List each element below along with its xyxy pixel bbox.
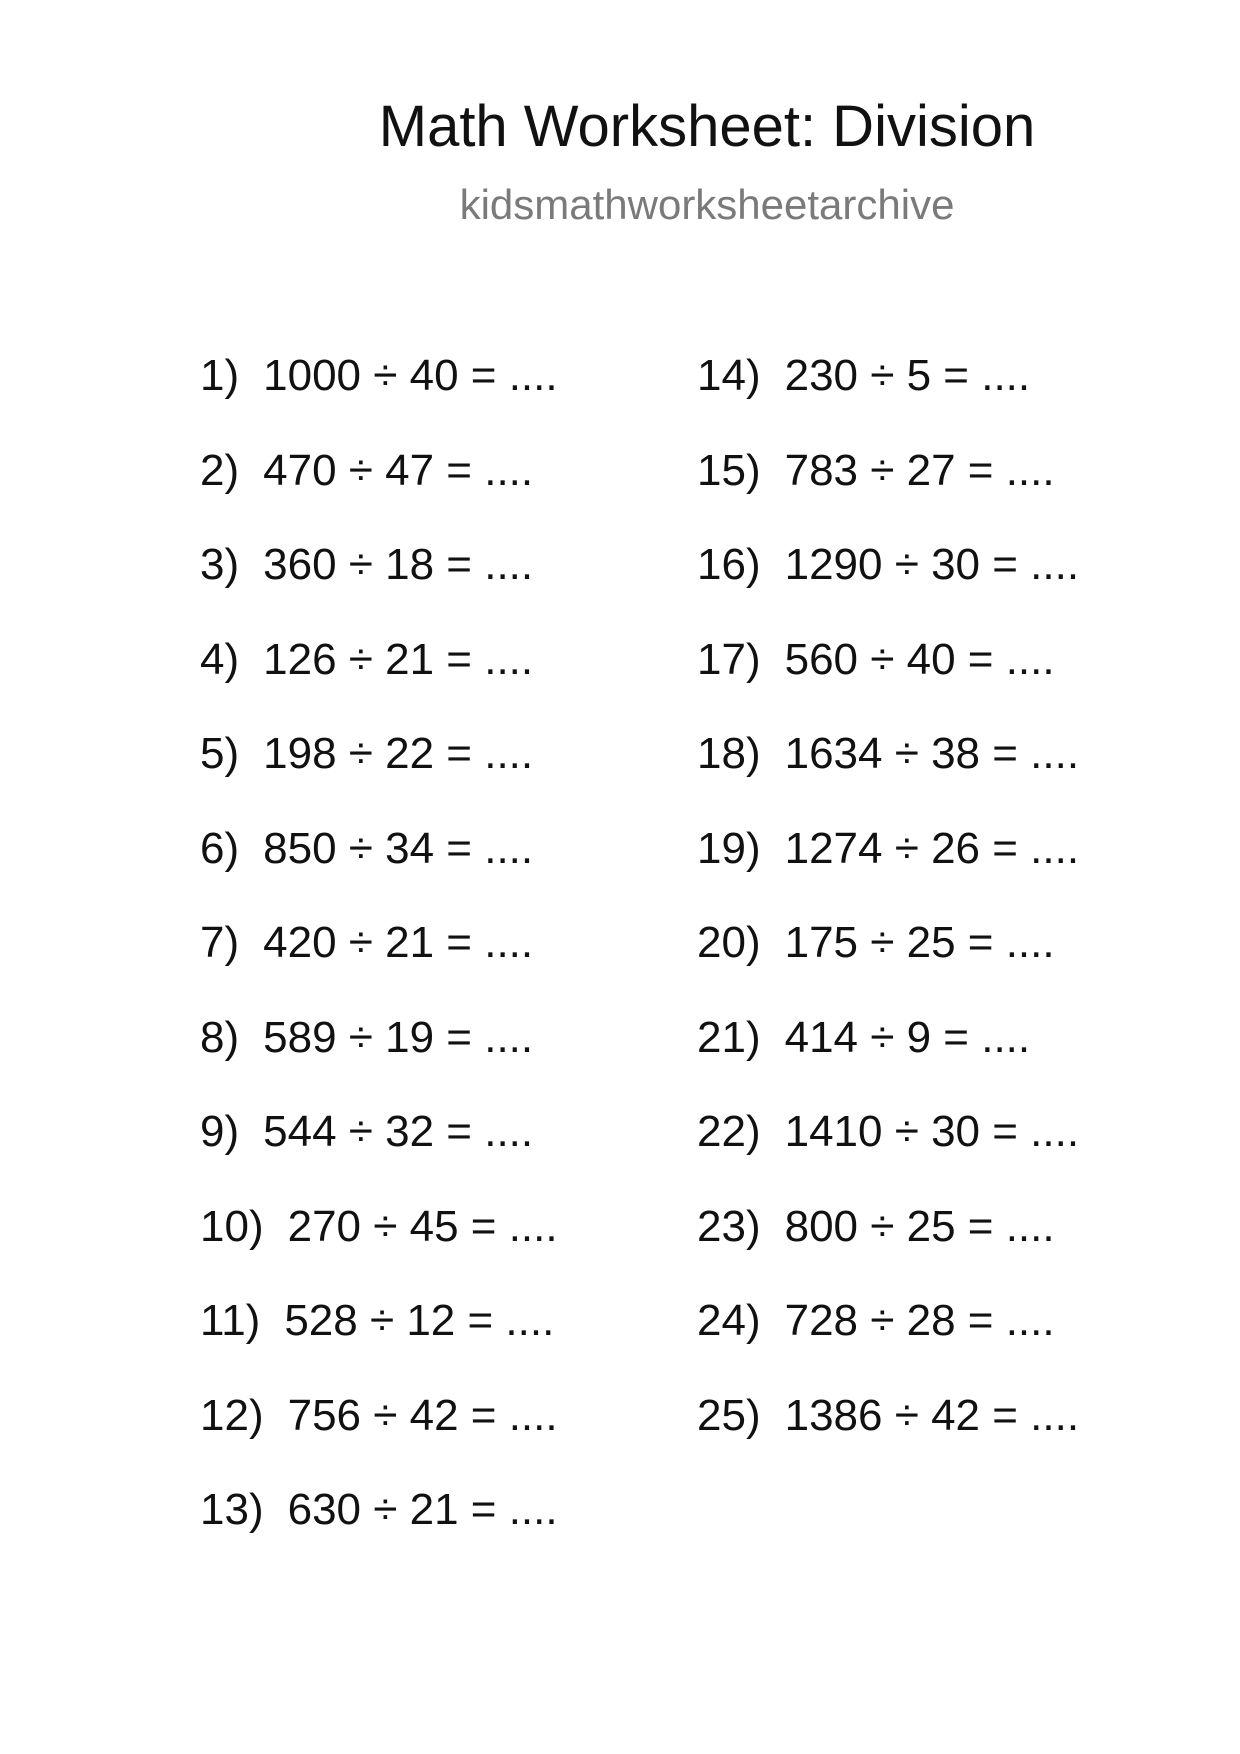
problem-expression: 783 ÷ 27 = .... <box>784 445 1055 495</box>
problem-item <box>200 918 534 967</box>
problem-number: 24) <box>697 1296 761 1345</box>
problem-expression: 420 ÷ 21 = .... <box>263 918 534 967</box>
problem-expression: 126 ÷ 21 = .... <box>263 634 534 684</box>
problem-number: 22) <box>697 1107 761 1156</box>
problem-number: 4) <box>200 634 240 684</box>
problem-number: 10) <box>200 1201 264 1251</box>
page-subtitle: kidsmathworksheetarchive <box>459 181 955 228</box>
problem-item <box>200 1012 534 1062</box>
problem-item <box>200 823 534 873</box>
problem-expression: 544 ÷ 32 = .... <box>263 1107 534 1156</box>
problem-number: 5) <box>200 729 240 778</box>
problem-expression: 560 ÷ 40 = .... <box>784 634 1055 684</box>
problem-number: 15) <box>697 445 761 495</box>
problem-item <box>200 1107 534 1156</box>
problem-item <box>200 540 534 589</box>
problem-item <box>697 1012 1031 1062</box>
problem-number: 14) <box>697 351 761 400</box>
problem-expression: 198 ÷ 22 = .... <box>263 729 534 778</box>
problem-expression: 528 ÷ 12 = .... <box>284 1296 555 1345</box>
problem-expression: 728 ÷ 28 = .... <box>784 1296 1055 1345</box>
problem-expression: 1000 ÷ 40 = .... <box>263 351 558 400</box>
problem-expression: 850 ÷ 34 = .... <box>263 823 534 873</box>
problem-expression: 470 ÷ 47 = .... <box>263 445 534 495</box>
problem-item <box>697 729 1080 778</box>
problem-number: 17) <box>697 634 761 684</box>
problem-expression: 589 ÷ 19 = .... <box>263 1012 534 1062</box>
problem-expression: 630 ÷ 21 = .... <box>287 1485 558 1534</box>
problem-item <box>697 1296 1055 1345</box>
problem-item <box>697 445 1055 495</box>
problem-expression: 1274 ÷ 26 = .... <box>784 823 1080 873</box>
problem-number: 8) <box>200 1012 240 1062</box>
problem-number: 11) <box>200 1296 261 1345</box>
problem-number: 12) <box>200 1390 264 1440</box>
problem-expression: 1410 ÷ 30 = .... <box>784 1107 1080 1156</box>
problem-number: 6) <box>200 823 240 873</box>
problem-number: 2) <box>200 445 240 495</box>
problem-item <box>697 1201 1055 1251</box>
problem-number: 7) <box>200 918 240 967</box>
problem-expression: 414 ÷ 9 = .... <box>784 1012 1031 1062</box>
problem-item <box>200 1296 555 1345</box>
problem-number: 25) <box>697 1390 761 1440</box>
problem-expression: 270 ÷ 45 = .... <box>287 1201 558 1251</box>
problem-number: 19) <box>697 823 761 873</box>
problem-item <box>200 634 534 684</box>
problem-expression: 800 ÷ 25 = .... <box>784 1201 1055 1251</box>
problem-item <box>200 1201 558 1251</box>
problem-item <box>697 918 1055 967</box>
problem-item <box>200 351 558 400</box>
problem-number: 21) <box>697 1012 761 1062</box>
problem-number: 16) <box>697 540 761 589</box>
problem-item <box>697 540 1080 589</box>
problem-item <box>200 1485 558 1534</box>
problem-expression: 1634 ÷ 38 = .... <box>784 729 1080 778</box>
page-title: Math Worksheet: Division <box>378 94 1036 159</box>
problem-item <box>697 351 1031 400</box>
problem-item <box>697 823 1080 873</box>
problem-expression: 360 ÷ 18 = .... <box>263 540 534 589</box>
problem-expression: 175 ÷ 25 = .... <box>784 918 1055 967</box>
problem-number: 3) <box>200 540 240 589</box>
problem-expression: 230 ÷ 5 = .... <box>784 351 1031 400</box>
problem-item <box>200 1390 558 1440</box>
problem-expression: 1290 ÷ 30 = .... <box>784 540 1080 589</box>
problem-item <box>200 445 534 495</box>
problem-item <box>697 1390 1080 1440</box>
problem-item <box>697 634 1055 684</box>
problem-item <box>200 729 534 778</box>
problem-item <box>697 1107 1080 1156</box>
problem-number: 1) <box>200 351 240 400</box>
problem-expression: 1386 ÷ 42 = .... <box>784 1390 1080 1440</box>
problem-number: 13) <box>200 1485 264 1534</box>
problem-number: 23) <box>697 1201 761 1251</box>
problem-expression: 756 ÷ 42 = .... <box>287 1390 558 1440</box>
problem-number: 18) <box>697 729 761 778</box>
problem-number: 20) <box>697 918 761 967</box>
problem-number: 9) <box>200 1107 240 1156</box>
